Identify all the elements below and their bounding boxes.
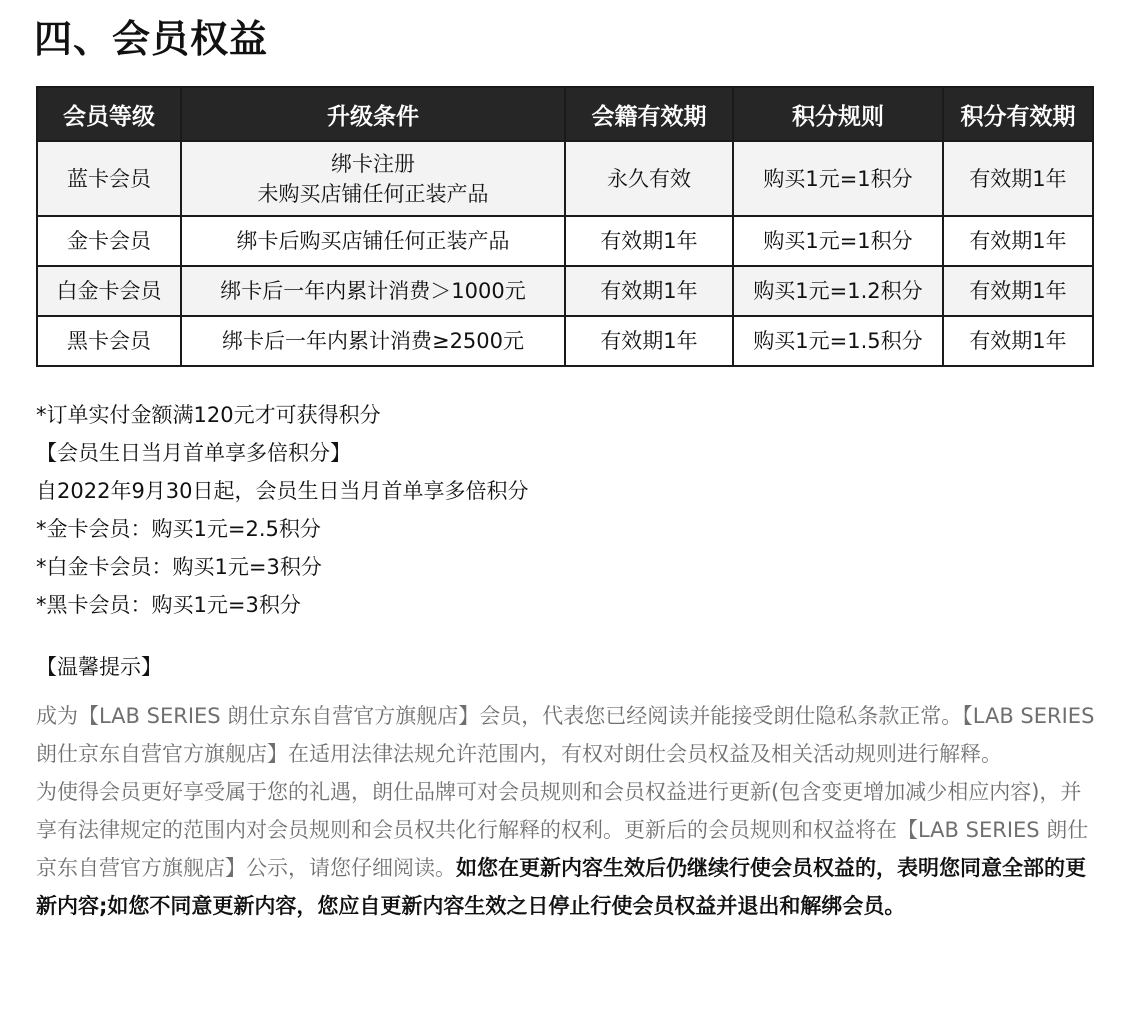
cell-membership-validity: 有效期1年: [565, 316, 733, 366]
cell-condition: 绑卡后一年内累计消费≥2500元: [181, 316, 565, 366]
tips-update-consent-text: 如您在更新内容生效后仍继续行使会员权益的，表明您同意全部的更新内容;如您不同意更新内容，您应自更新内容生效之日停止行使会员权益并退出和解绑会员。: [36, 856, 1086, 918]
membership-benefits-table: [36, 86, 1094, 367]
cell-points-rule: 购买1元=1积分: [733, 216, 943, 266]
cell-points-rule: 购买1元=1积分: [733, 141, 943, 216]
points-notes: [36, 396, 1096, 624]
cell-condition: 绑卡后一年内累计消费＞1000元: [181, 266, 565, 316]
cell-condition-line: 未购买店铺任何正装产品: [257, 181, 489, 206]
cell-level: 金卡会员: [37, 216, 181, 266]
cell-membership-validity: 永久有效: [565, 141, 733, 216]
header-member-level: 会员等级: [37, 87, 181, 141]
cell-level: 白金卡会员: [37, 266, 181, 316]
table-row: [37, 141, 1093, 216]
cell-points-rule: 购买1元=1.5积分: [733, 316, 943, 366]
cell-membership-validity: 有效期1年: [565, 266, 733, 316]
tips-update-text: 为使得会员更好享受属于您的礼遇，朗仕品牌可对会员规则和会员权益进行更新(包含变更增加减少相应内容)，并享有法律规定的范围内对会员规则和会员权共化行解释的权利。更新后的会员规则和权益将在【LAB SERIES 朗仕京东自营官方旗舰店】公示，请您仔细阅读。: [36, 780, 1089, 880]
cell-condition: 绑卡后购买店铺任何正装产品: [181, 216, 565, 266]
cell-condition: [181, 141, 565, 216]
note-birthday-heading: 【会员生日当月首单享多倍积分】: [36, 441, 351, 465]
cell-points-validity: 有效期1年: [943, 216, 1093, 266]
table-header-row: [37, 87, 1093, 141]
note-platinum-birthday-rate: *白金卡会员：购买1元=3积分: [36, 555, 322, 579]
table-row: [37, 316, 1093, 366]
cell-points-validity: 有效期1年: [943, 266, 1093, 316]
header-membership-validity: 会籍有效期: [565, 87, 733, 141]
tips-heading: 【温馨提示】: [36, 655, 162, 679]
cell-points-rule: 购买1元=1.2积分: [733, 266, 943, 316]
header-upgrade-condition: 升级条件: [181, 87, 565, 141]
header-points-validity: 积分有效期: [943, 87, 1093, 141]
cell-points-validity: 有效期1年: [943, 141, 1093, 216]
cell-membership-validity: 有效期1年: [565, 216, 733, 266]
cell-points-validity: 有效期1年: [943, 316, 1093, 366]
tips-paragraph-privacy: 成为【LAB SERIES 朗仕京东自营官方旗舰店】会员，代表您已经阅读并能接受朗仕隐私条款正常。【LAB SERIES 朗仕京东自营官方旗舰店】在适用法律法规允许范围内，有权对朗仕会员权益及相关活动规则进行解释。: [36, 704, 1095, 766]
note-black-birthday-rate: *黑卡会员：购买1元=3积分: [36, 593, 301, 617]
tips-body: [36, 697, 1096, 925]
cell-condition-line: 绑卡注册: [331, 151, 415, 176]
page-title: 四、会员权益: [34, 17, 269, 61]
cell-level: 黑卡会员: [37, 316, 181, 366]
cell-level: 蓝卡会员: [37, 141, 181, 216]
table-row: [37, 216, 1093, 266]
header-points-rule: 积分规则: [733, 87, 943, 141]
note-gold-birthday-rate: *金卡会员：购买1元=2.5积分: [36, 517, 321, 541]
note-birthday-effective: 自2022年9月30日起，会员生日当月首单享多倍积分: [36, 479, 529, 503]
note-min-order: *订单实付金额满120元才可获得积分: [36, 403, 381, 427]
tips-paragraph-update: [36, 773, 1096, 925]
table-row: [37, 266, 1093, 316]
